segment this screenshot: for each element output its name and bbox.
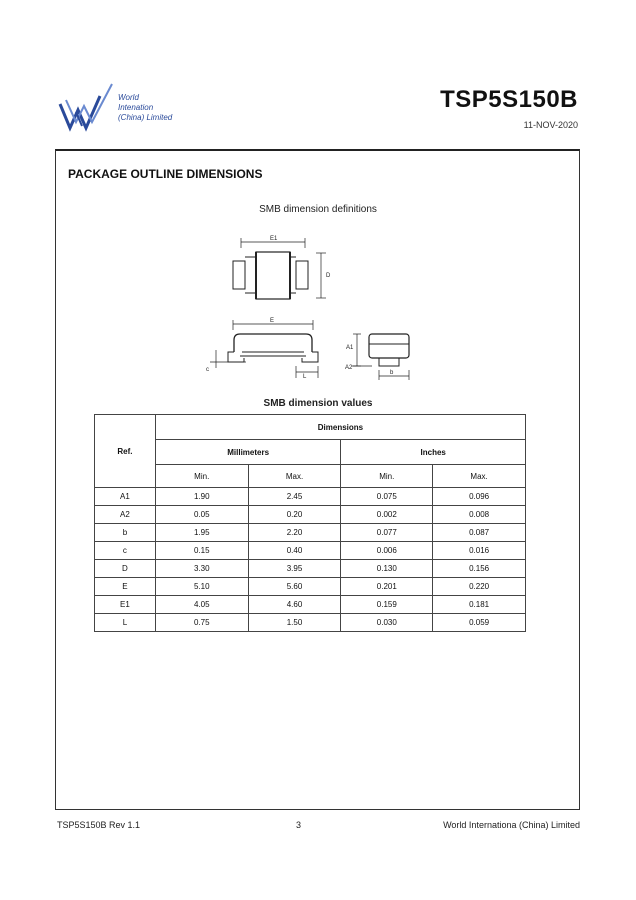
in-min-cell: 0.201 [341, 578, 433, 596]
table-row [95, 596, 526, 614]
label-c: c [206, 367, 209, 373]
mm-max-cell: 2.45 [248, 488, 341, 506]
ref-header: Ref. [95, 415, 156, 488]
in-max-cell: 0.156 [433, 560, 526, 578]
footer-revision: TSP5S150B Rev 1.1 [57, 820, 141, 830]
mm-max-cell: 2.20 [248, 524, 341, 542]
inches-header: Inches [341, 440, 526, 465]
mm-max-cell: 1.50 [248, 614, 341, 632]
table-row [95, 542, 526, 560]
top-view [233, 236, 331, 299]
in-min-cell: 0.075 [341, 488, 433, 506]
mm-min-cell: 0.75 [155, 614, 248, 632]
table-row [95, 488, 526, 506]
label-e: E [270, 318, 275, 324]
footer-company: World Internationa (China) Limited [443, 820, 580, 830]
mm-min-cell: 1.95 [155, 524, 248, 542]
ref-cell: D [95, 560, 156, 578]
mm-min-cell: 0.05 [155, 506, 248, 524]
mm-max-cell: 3.95 [248, 560, 341, 578]
section-title: PACKAGE OUTLINE DIMENSIONS [68, 167, 263, 181]
in-max-cell: 0.181 [433, 596, 526, 614]
values-caption: SMB dimension values [263, 398, 373, 409]
label-a2: A2 [345, 365, 353, 371]
millimeters-header: Millimeters [155, 440, 341, 465]
logo-line-1: World [118, 93, 139, 102]
in-min-cell: 0.006 [341, 542, 433, 560]
ref-cell: E [95, 578, 156, 596]
mm-max-header: Max. [248, 465, 341, 488]
table-row [95, 578, 526, 596]
in-min-cell: 0.130 [341, 560, 433, 578]
in-min-cell: 0.002 [341, 506, 433, 524]
mm-max-cell: 5.60 [248, 578, 341, 596]
table-row [95, 506, 526, 524]
mm-min-cell: 0.15 [155, 542, 248, 560]
ref-cell: A2 [95, 506, 156, 524]
dimensions-header: Dimensions [155, 415, 525, 440]
mm-min-cell: 1.90 [155, 488, 248, 506]
label-e1: E1 [270, 236, 278, 242]
definitions-caption: SMB dimension definitions [259, 204, 377, 215]
mm-min-cell: 4.05 [155, 596, 248, 614]
part-number-title: TSP5S150B [440, 86, 578, 113]
ref-cell: c [95, 542, 156, 560]
package-outline-drawing [0, 0, 636, 400]
in-max-header: Max. [433, 465, 526, 488]
side-view [206, 318, 318, 380]
mm-max-cell: 4.60 [248, 596, 341, 614]
logo-line-2: Intenation [118, 103, 154, 112]
in-max-cell: 0.220 [433, 578, 526, 596]
mm-min-header: Min. [155, 465, 248, 488]
in-min-cell: 0.030 [341, 614, 433, 632]
table-row [95, 614, 526, 632]
label-a1: A1 [346, 345, 354, 351]
label-d: D [326, 273, 331, 279]
dimensions-table [94, 414, 526, 632]
mm-min-cell: 5.10 [155, 578, 248, 596]
document-date: 11-NOV-2020 [523, 120, 578, 130]
in-max-cell: 0.096 [433, 488, 526, 506]
in-min-cell: 0.159 [341, 596, 433, 614]
ref-cell: L [95, 614, 156, 632]
ref-cell: b [95, 524, 156, 542]
table-row [95, 560, 526, 578]
in-max-cell: 0.059 [433, 614, 526, 632]
in-max-cell: 0.008 [433, 506, 526, 524]
in-min-header: Min. [341, 465, 433, 488]
logo-line-3: (China) Limited [118, 113, 173, 122]
mm-max-cell: 0.40 [248, 542, 341, 560]
ref-cell: E1 [95, 596, 156, 614]
end-view [345, 334, 409, 380]
label-b: b [390, 370, 394, 376]
mm-max-cell: 0.20 [248, 506, 341, 524]
in-max-cell: 0.016 [433, 542, 526, 560]
in-min-cell: 0.077 [341, 524, 433, 542]
mm-min-cell: 3.30 [155, 560, 248, 578]
ref-cell: A1 [95, 488, 156, 506]
label-l: L [303, 374, 307, 380]
table-row [95, 524, 526, 542]
in-max-cell: 0.087 [433, 524, 526, 542]
footer-page-number: 3 [296, 820, 302, 830]
